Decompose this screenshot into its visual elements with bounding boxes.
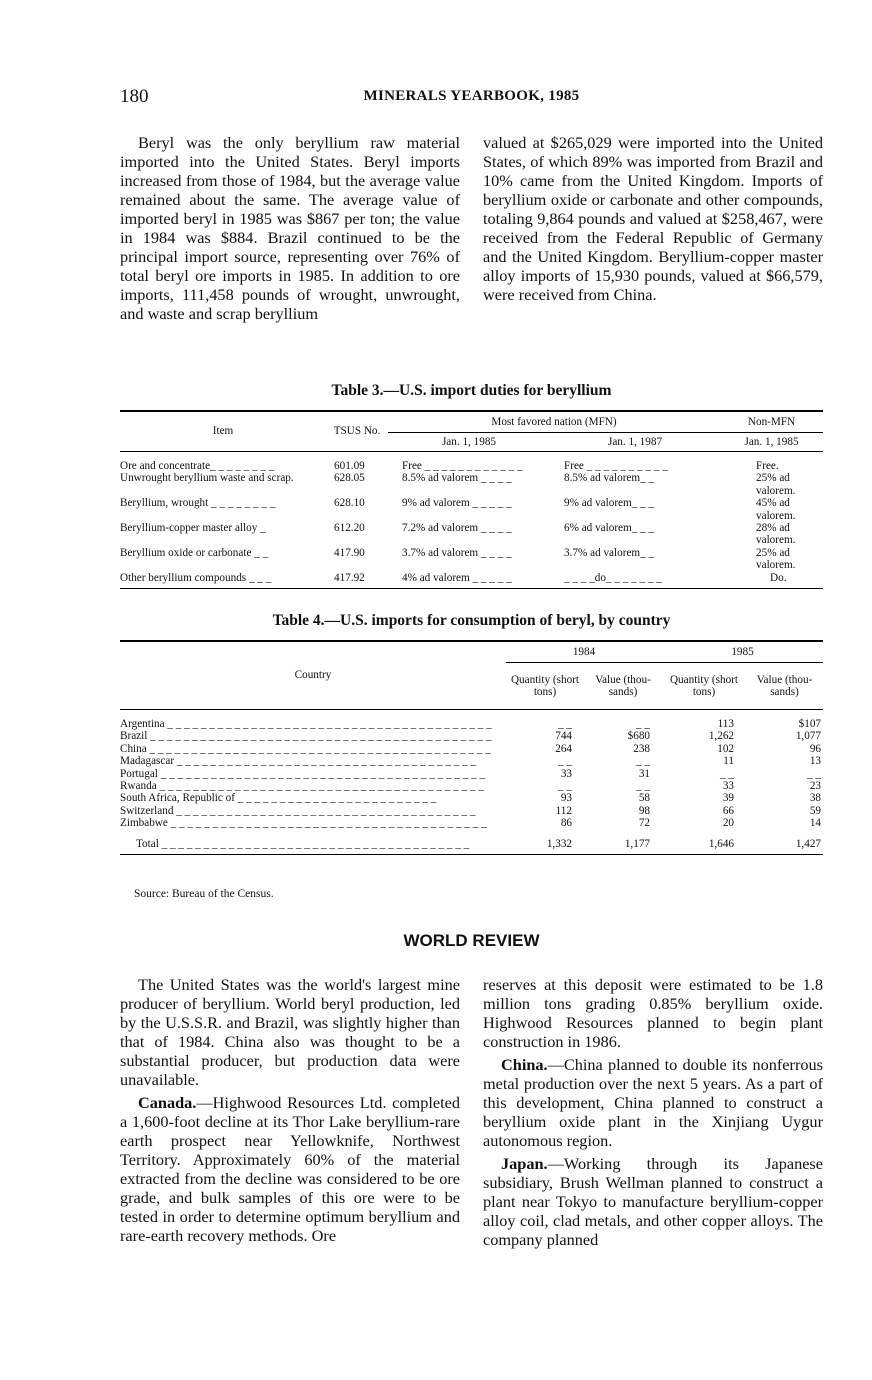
- table-row: South Africa, Republic of _ _ _ _ _ _ _ _ _ _ _ _ _ _ _ _ _ _ _ _ _ _ _ _ 93 58 39 38: [120, 792, 821, 805]
- running-title: MINERALS YEARBOOK, 1985: [363, 88, 580, 104]
- intro-left-column: [120, 133, 460, 323]
- canada-text: —Highwood Resources Ltd. completed a 1,600-foot decline at its Thor Lake beryllium-rare earth prospect near Yellowknife, Northwest Territory. Approximately 60% of the material extracted from the decline was considered to be ore grade, and bulk samples of this ore were to be tested in order to determine optimum beryllium and rare-earth recovery methods. Ore: [120, 1093, 460, 1245]
- china-heading: China.: [501, 1055, 548, 1074]
- table-row: Portugal _ _ _ _ _ _ _ _ _ _ _ _ _ _ _ _ _ _ _ _ _ _ _ _ _ _ _ _ _ _ _ _ _ _ _ _ _ _ _ 33 31 _ _ _ _: [120, 767, 821, 780]
- table-row: Unwrought beryllium waste and scrap. 628.05 8.5% ad valorem _ _ _ _ 8.5% ad valorem_ _ 25% ad valorem.: [120, 472, 796, 497]
- table4-source-note: Source: Bureau of the Census.: [134, 888, 274, 900]
- page-number: 180: [120, 86, 149, 107]
- table3-header-non-mfn-1985: Jan. 1, 1985: [720, 433, 823, 452]
- table4-header-value-1984: Value (thou- sands): [584, 663, 662, 710]
- table4-header-quantity-1985: Quantity (short tons): [662, 663, 746, 710]
- canada-paragraph: [120, 1093, 460, 1245]
- table4-header-1985: 1985: [662, 641, 823, 663]
- section-heading: WORLD REVIEW: [403, 931, 540, 950]
- table3-header-non-mfn: Non-MFN: [720, 411, 823, 433]
- table3-caption: Table 3.—U.S. import duties for beryllium: [331, 382, 612, 399]
- table3-header-mfn-1985: Jan. 1, 1985: [388, 433, 550, 452]
- table3-header-mfn-1987: Jan. 1, 1987: [550, 433, 720, 452]
- table3-header-mfn: Most favored nation (MFN): [388, 411, 720, 433]
- table3-header-item: Item: [120, 411, 326, 452]
- table-row: Zimbabwe _ _ _ _ _ _ _ _ _ _ _ _ _ _ _ _ _ _ _ _ _ _ _ _ _ _ _ _ _ _ _ _ _ _ _ _ _ _ 86 72 20 14: [120, 817, 821, 830]
- japan-paragraph: [483, 1154, 823, 1249]
- china-paragraph: [483, 1055, 823, 1150]
- table-row: China _ _ _ _ _ _ _ _ _ _ _ _ _ _ _ _ _ _ _ _ _ _ _ _ _ _ _ _ _ _ _ _ _ _ _ _ _ _ _ _ _ 264 238 102 96: [120, 742, 821, 755]
- table-row: Beryllium, wrought _ _ _ _ _ _ _ _ 628.10 9% ad valorem _ _ _ _ _ 9% ad valorem_ _ _ 45% ad valorem.: [120, 497, 796, 522]
- japan-text: —Working through its Japanese subsidiary, Brush Wellman planned to construct a plant near Tokyo to manufacture beryllium-copper alloy coil, clad metals, and other copper alloys. The company planned: [483, 1154, 823, 1249]
- table-total-row: Total _ _ _ _ _ _ _ _ _ _ _ _ _ _ _ _ _ _ _ _ _ _ _ _ _ _ _ _ _ _ _ _ _ _ _ _ _ 1,332 1,177 1,646 1,427: [136, 837, 821, 850]
- table-row: Argentina _ _ _ _ _ _ _ _ _ _ _ _ _ _ _ _ _ _ _ _ _ _ _ _ _ _ _ _ _ _ _ _ _ _ _ _ _ _ _ _ _ _ _ 113 $107: [120, 718, 821, 730]
- table4-header-country: Country: [120, 641, 506, 710]
- table-row: Other beryllium compounds _ _ _ 417.92 4% ad valorem _ _ _ _ _ _ _ _ _do_ _ _ _ _ _ _ Do.: [120, 571, 787, 584]
- table-row: Rwanda _ _ _ _ _ _ _ _ _ _ _ _ _ _ _ _ _ _ _ _ _ _ _ _ _ _ _ _ _ _ _ _ _ _ _ _ _ _ _ _ _ _ _ 33 23: [120, 780, 821, 793]
- table-row: Brazil _ _ _ _ _ _ _ _ _ _ _ _ _ _ _ _ _ _ _ _ _ _ _ _ _ _ _ _ _ _ _ _ _ _ _ _ _ _ _ _ _ 744 $680 1,262 1,077: [120, 730, 821, 743]
- page-header: [120, 86, 823, 110]
- table4-header-quantity-1984: Quantity (short tons): [506, 663, 584, 710]
- intro-right-column: [483, 133, 823, 304]
- table4-beryl-imports: [120, 640, 823, 855]
- table3-import-duties: [120, 410, 823, 589]
- table4-header-1984: 1984: [506, 641, 662, 663]
- table4-caption: Table 4.—U.S. imports for consumption of beryl, by country: [272, 612, 671, 629]
- table-row: Beryllium-copper master alloy _ 612.20 7.2% ad valorem _ _ _ _ 6% ad valorem_ _ _ 28% ad valorem.: [120, 522, 796, 547]
- table3-header-tsus: TSUS No.: [326, 411, 388, 452]
- world-review-paragraph: The United States was the world's largest mine producer of beryllium. World beryl production, led by the U.S.S.R. and Brazil, was slightly higher than that of 1984. China also was thought to be a substantial producer, but production data were unavailable.: [120, 975, 460, 1089]
- table-row: Madagascar _ _ _ _ _ _ _ _ _ _ _ _ _ _ _ _ _ _ _ _ _ _ _ _ _ _ _ _ _ _ _ _ _ _ _ _ _ _ _ _ 11 13: [120, 755, 821, 768]
- world-review-right-column: [483, 975, 823, 1249]
- world-review-left-column: [120, 975, 460, 1245]
- table-row: Switzerland _ _ _ _ _ _ _ _ _ _ _ _ _ _ _ _ _ _ _ _ _ _ _ _ _ _ _ _ _ _ _ _ _ _ _ _ 112 98 66 59: [120, 804, 821, 817]
- china-text: —China planned to double its nonferrous metal production over the next 5 years. As a part of this development, China planned to construct a beryllium oxide plant in the Xinjiang Uygur autonomous region.: [483, 1055, 823, 1150]
- intro-paragraph-right: valued at $265,029 were imported into the United States, of which 89% was imported from Brazil and 10% came from the United Kingdom. Imports of beryllium oxide or carbonate and other compounds, totaling 9,864 pounds and valued at $258,467, were received from the Federal Republic of Germany and the United Kingdom. Beryllium-copper master alloy imports of 15,930 pounds, valued at $66,579, were received from China.: [483, 133, 823, 304]
- japan-heading: Japan.: [501, 1154, 548, 1173]
- reserves-paragraph: reserves at this deposit were estimated to be 1.8 million tons grading 0.85% beryllium oxide. Highwood Resources planned to begin plant construction in 1986.: [483, 975, 823, 1051]
- intro-paragraph-left: Beryl was the only beryllium raw material imported into the United States. Beryl imports increased from those of 1984, but the average value remained about the same. The average value of imported beryl in 1985 was $867 per ton; the value in 1984 was $884. Brazil continued to be the principal import source, representing over 76% of total beryl ore imports in 1985. In addition to ore imports, 111,458 pounds of wrought, unwrought, and waste and scrap beryllium: [120, 133, 460, 323]
- table4-header-value-1985: Value (thou- sands): [746, 663, 823, 710]
- table-row: Ore and concentrate_ _ _ _ _ _ _ _ 601.09 Free _ _ _ _ _ _ _ _ _ _ _ _ Free _ _ _ _ _ _ _ _ _ _ Free.: [120, 460, 779, 472]
- table-row: Beryllium oxide or carbonate _ _ 417.90 3.7% ad valorem _ _ _ _ 3.7% ad valorem_ _ 25% ad valorem.: [120, 546, 796, 572]
- canada-heading: Canada.: [138, 1093, 197, 1112]
